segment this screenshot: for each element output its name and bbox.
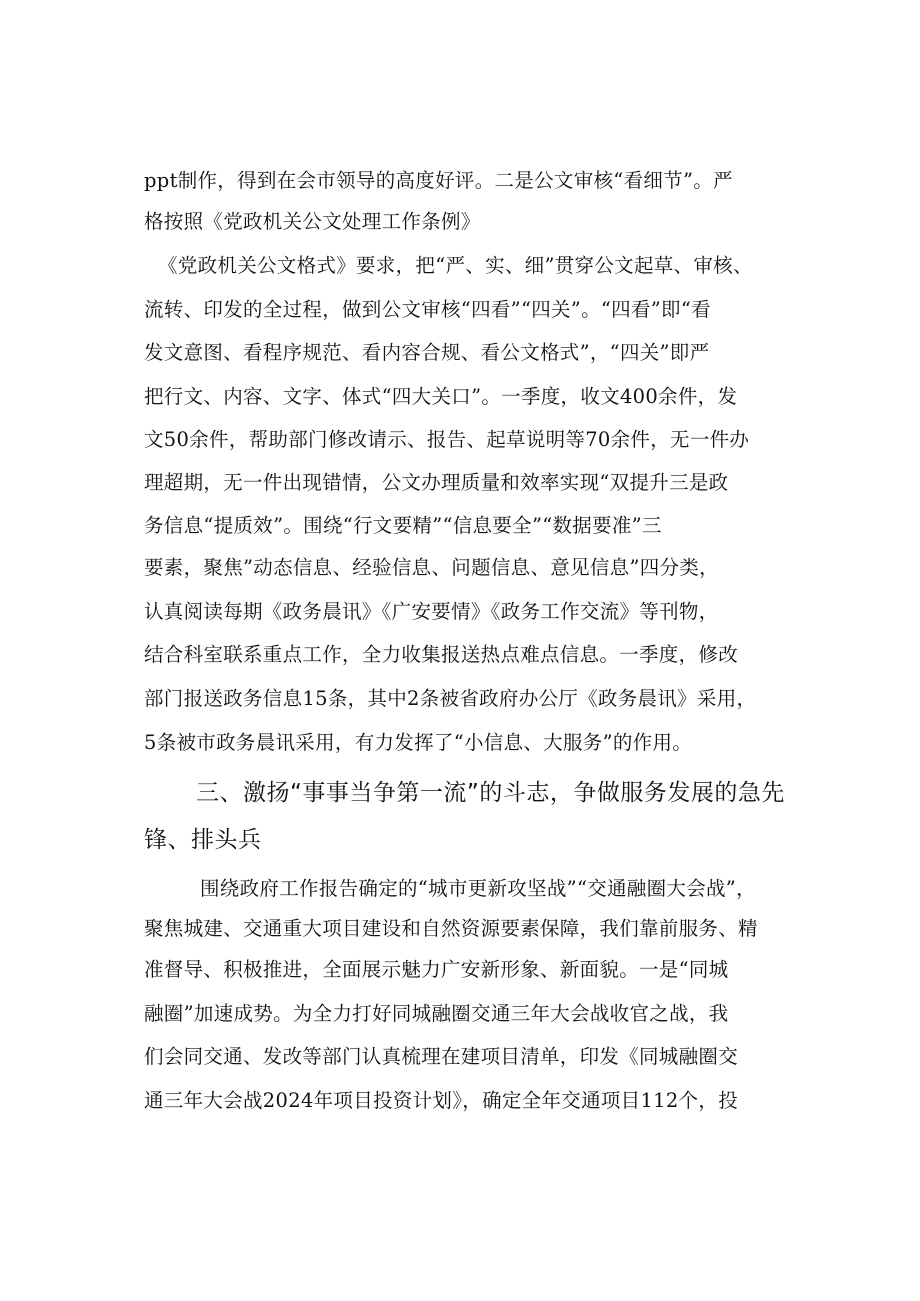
text-line: 格按照《党政机关公文处理工作条例》 xyxy=(144,210,481,233)
text-line: 流转、印发的全过程，做到公文审核“四看”“四关”。“四看”即“看 xyxy=(144,298,711,321)
text-line: 要素，聚焦”动态信息、经验信息、问题信息、意见信息”四分类， xyxy=(144,556,719,579)
section-heading-line: 锋、排头兵 xyxy=(144,827,262,853)
text-line: 部门报送政务信息15条，其中2条被省政府办公厅《政务晨讯》采用， xyxy=(144,687,757,710)
text-line: ppt制作，得到在会市领导的高度好评。二是公文审核“看细节”。严 xyxy=(144,169,733,192)
text-line: 5条被市政务晨讯采用，有力发挥了“小信息、大服务”的作用。 xyxy=(144,731,693,754)
section-heading-line: 三、激扬“事事当争第一流”的斗志，争做服务发展的急先 xyxy=(196,780,785,806)
text-line: 们会同交通、发改等部门认真梳理在建项目清单，印发《同城融圈交 xyxy=(144,1045,739,1068)
text-line: 准督导、积极推进，全面展示魅力广安新形象、新面貌。一是“同城 xyxy=(144,958,729,981)
text-line: 把行文、内容、文字、体式“四大关口”。一季度，收文400余件，发 xyxy=(144,385,738,408)
text-line: 发文意图、看程序规范、看内容合规、看公文格式”，“四关”即严 xyxy=(144,341,710,364)
text-line: 通三年大会战2024年项目投资计划》，确定全年交通项目112个，投 xyxy=(144,1089,738,1112)
text-line: 融圈”加速成势。为全力打好同城融圈交通三年大会战收官之战，我 xyxy=(144,1002,729,1025)
text-line: 理超期，无一件出现错情，公文办理质量和效率实现“双提升三是政 xyxy=(144,471,729,494)
text-line: 结合科室联系重点工作，全力收集报送热点难点信息。一季度，修改 xyxy=(144,643,739,666)
text-line: 聚焦城建、交通重大项目建设和自然资源要素保障，我们靠前服务、精 xyxy=(144,917,758,940)
text-line: 务信息“提质效”。围绕“行文要精”“信息要全”“数据要准”三 xyxy=(144,514,662,537)
text-line: 围绕政府工作报告确定的“城市更新攻坚战”“交通融圈大会战”， xyxy=(200,877,756,900)
text-line: 认真阅读每期《政务晨讯》《广安要情》《政务工作交流》等刊物， xyxy=(144,600,719,623)
text-line: 文50余件，帮助部门修改请示、报告、起草说明等70余件，无一件办 xyxy=(144,428,750,451)
text-line: 《党政机关公文格式》要求，把“严、实、细”贯穿公文起草、审核、 xyxy=(158,254,753,277)
